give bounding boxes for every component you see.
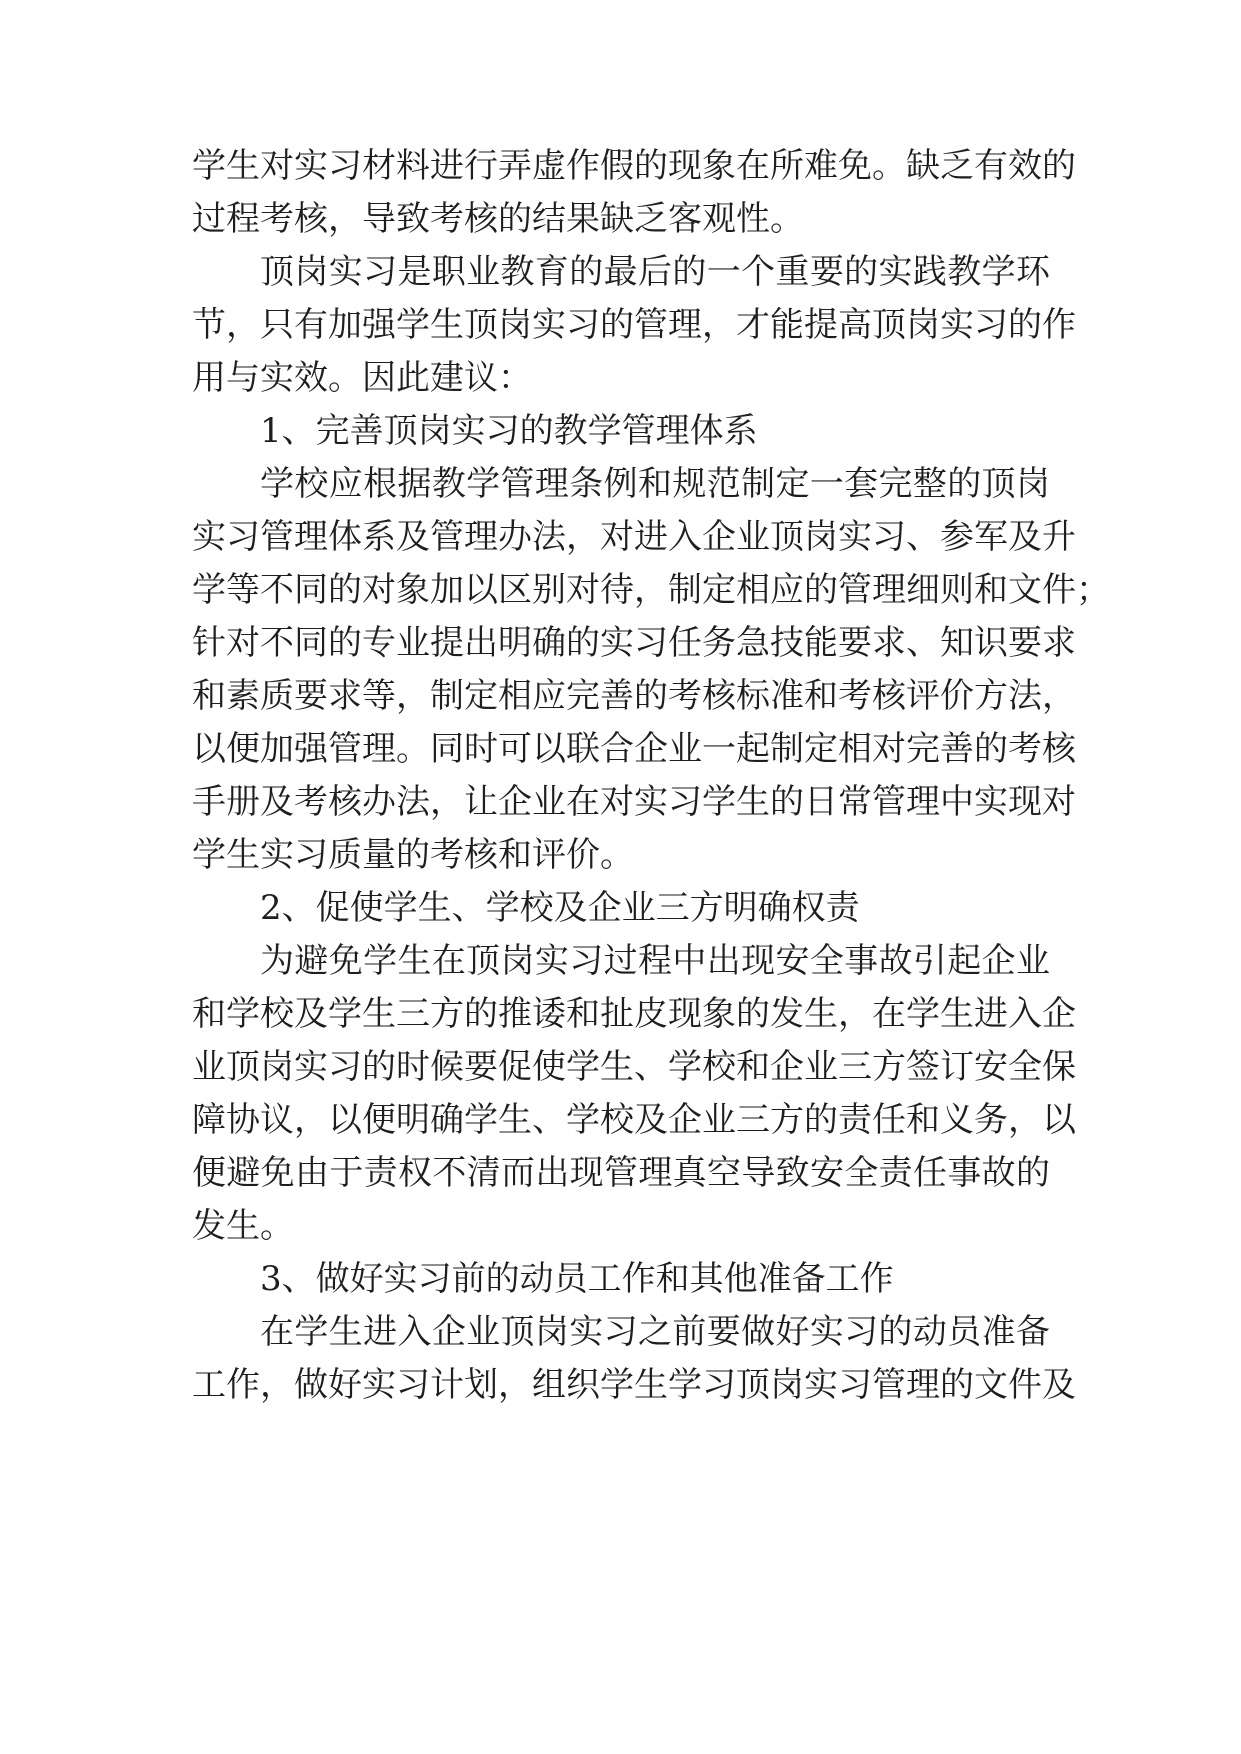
paragraph-first-line: 学校应根据教学管理条例和规范制定一套完整的顶岗 <box>260 464 1050 504</box>
text-line: 节，只有加强学生顶岗实习的管理，才能提高顶岗实习的作 <box>192 305 1076 345</box>
text-line: 以便加强管理。同时可以联合企业一起制定相对完善的考核 <box>192 729 1076 769</box>
text-line: 过程考核，导致考核的结果缺乏客观性。 <box>192 199 804 239</box>
paragraph-first-line: 顶岗实习是职业教育的最后的一个重要的实践教学环 <box>260 252 1050 292</box>
text-line: 学生对实习材料进行弄虚作假的现象在所难免。缺乏有效的 <box>192 146 1076 186</box>
text-line: 手册及考核办法，让企业在对实习学生的日常管理中实现对 <box>192 782 1076 822</box>
text-line: 用与实效。因此建议： <box>192 358 532 398</box>
text-line: 针对不同的专业提出明确的实习任务急技能要求、知识要求 <box>192 623 1076 663</box>
text-line: 和学校及学生三方的推诿和扯皮现象的发生，在学生进入企 <box>192 994 1076 1034</box>
text-line: 障协议，以便明确学生、学校及企业三方的责任和义务，以 <box>192 1100 1076 1140</box>
paragraph-first-line: 在学生进入企业顶岗实习之前要做好实习的动员准备 <box>260 1312 1050 1352</box>
text-line: 实习管理体系及管理办法，对进入企业顶岗实习、参军及升 <box>192 517 1076 557</box>
text-line: 发生。 <box>192 1206 294 1246</box>
text-line: 学生实习质量的考核和评价。 <box>192 835 634 875</box>
section-heading-1: 1、完善顶岗实习的教学管理体系 <box>260 411 758 451</box>
text-line: 学等不同的对象加以区别对待，制定相应的管理细则和文件； <box>192 570 1110 610</box>
section-heading-2: 2、促使学生、学校及企业三方明确权责 <box>260 888 860 928</box>
text-line: 和素质要求等，制定相应完善的考核标准和考核评价方法， <box>192 676 1076 716</box>
section-heading-3: 3、做好实习前的动员工作和其他准备工作 <box>260 1259 894 1299</box>
text-line: 便避免由于责权不清而出现管理真空导致安全责任事故的 <box>192 1153 1050 1193</box>
text-line: 业顶岗实习的时候要促使学生、学校和企业三方签订安全保 <box>192 1047 1076 1087</box>
paragraph-first-line: 为避免学生在顶岗实习过程中出现安全事故引起企业 <box>260 941 1050 981</box>
text-line: 工作，做好实习计划，组织学生学习顶岗实习管理的文件及 <box>192 1365 1076 1405</box>
